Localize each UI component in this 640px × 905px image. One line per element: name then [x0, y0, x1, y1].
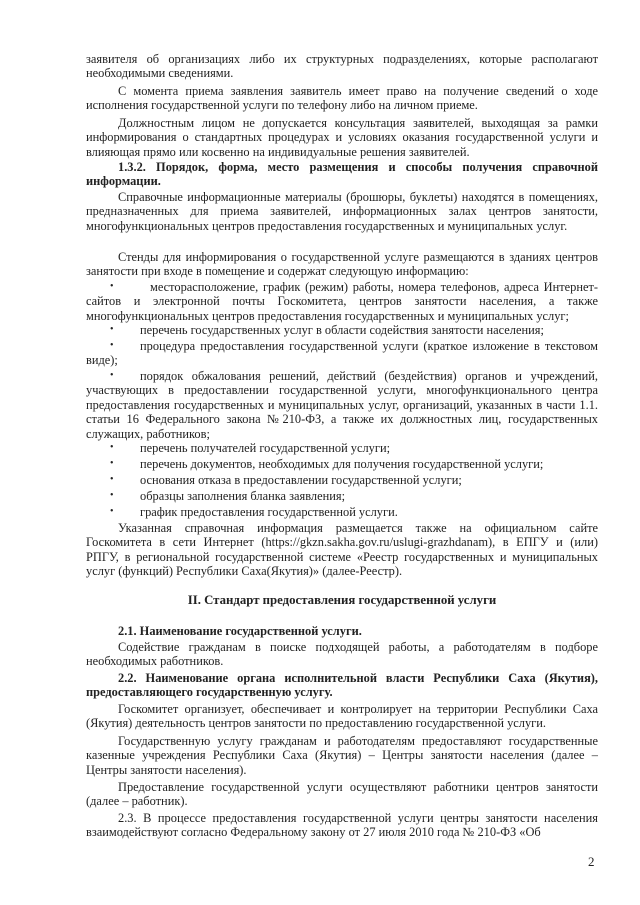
list-item [86, 323, 598, 337]
paragraph-service-name: Содействие гражданам в поиске подходящей работы, а работодателям в подборе необходимых работников. [86, 640, 598, 669]
list-item-text: основания отказа в предоставлении государственной услуги; [140, 473, 462, 487]
list-item [86, 457, 598, 471]
list-item-text: перечень документов, необходимых для получения государственной услуги; [140, 457, 544, 471]
paragraph-status-right: С момента приема заявления заявитель имеет право на получение сведений о ходе исполнения государственной услуги по телефону либо на личном приеме. [86, 84, 598, 113]
subsection-heading-2-2: 2.2. Наименование органа исполнительной власти Республики Саха (Якутия), предоставляющего государственную услугу. [86, 671, 598, 700]
section-heading-ii: II. Стандарт предоставления государственной услуги [187, 593, 497, 607]
bullet-icon: • [110, 340, 114, 351]
list-item [86, 505, 598, 519]
list-item-text: перечень получателей государственной услуги; [140, 441, 391, 455]
paragraph-employment-centers: Государственную услугу гражданам и работодателям предоставляют государственные казенные учреждения Республики Саха (Якутия) – Центры занятости населения (далее – Центры занятости населения). [86, 734, 598, 777]
subsection-heading-1-3-2: 1.3.2. Порядок, форма, место размещения и способы получения справочной информации. [86, 160, 598, 189]
paragraph-workers: Предоставление государственной услуги осуществляют работники центров занятости (далее – работник). [86, 780, 598, 809]
bullet-icon: • [110, 442, 114, 453]
list-item [86, 339, 598, 368]
list-item-text: процедура предоставления государственной услуги (краткое изложение в текстовом виде); [86, 339, 598, 368]
paragraph-info-stands: Стенды для информирования о государственной услуге размещаются в зданиях центров занятости при входе в помещение и содержат следующую информацию: [86, 250, 598, 279]
bullet-icon: • [110, 506, 114, 517]
list-item [86, 280, 598, 323]
bullet-icon: • [110, 458, 114, 469]
bullet-icon: • [110, 281, 114, 292]
bullet-icon: • [110, 324, 114, 335]
subsection-heading-2-1: 2.1. Наименование государственной услуги. [118, 624, 362, 638]
list-item-text: месторасположение, график (режим) работы, номера телефонов, адреса Интернет-сайтов и электронной почты Госкомитета, центров занятости населения, а также многофункциональных центров предоставления государственных и муниципальных услуг; [86, 280, 598, 323]
list-item-text: порядок обжалования решений, действий (бездействия) органов и учреждений, участвующих в предоставлении государственной услуги, многофункционального центра предоставления государственных и муниципальных услуг, организаций, указанных в части 1.1. статьи 16 Федерального закона №210-ФЗ, а также их должностных лиц, государственных служащих, работников; [86, 369, 598, 441]
list-item [86, 473, 598, 487]
bullet-icon: • [110, 474, 114, 485]
paragraph-consultation-limits: Должностным лицом не допускается консультация заявителей, выходящая за рамки информирования о стандартных процедурах и условиях оказания государственной услуги и влияющая прямо или косвенно на индивидуальные решения заявителей. [86, 116, 598, 159]
list-item [86, 489, 598, 503]
paragraph-site-info: Указанная справочная информация размещается также на официальном сайте Госкомитета в сети Интернет (https://gkzn.sakha.gov.ru/uslugi-grazhdanam), в ЕПГУ и (или) РПГУ, в региональной государственной системе «Реестр государственных и муниципальных услуг (функций) Республики Саха(Якутия)» (далее-Реестр). [86, 521, 598, 579]
list-item-text: перечень государственных услуг в области содействия занятости населения; [140, 323, 544, 337]
bullet-icon: • [110, 490, 114, 501]
paragraph-applicant-info: заявителя об организациях либо их структурных подразделениях, которые располагают необходимыми сведениями. [86, 52, 598, 81]
page-number: 2 [588, 854, 595, 869]
paragraph-2-3: 2.3. В процессе предоставления государственной услуги центры занятости населения взаимодействуют согласно Федеральному закону от 27 июля 2010 года № 210-ФЗ «Об [86, 811, 598, 840]
list-item [86, 441, 598, 455]
list-item-text: образцы заполнения бланка заявления; [140, 489, 346, 503]
paragraph-goskomitet: Госкомитет организует, обеспечивает и контролирует на территории Республики Саха (Якутия) деятельность центров занятости по предоставлению государственной услуги. [86, 702, 598, 731]
bullet-icon: • [110, 370, 114, 381]
paragraph-info-materials: Справочные информационные материалы (брошюры, буклеты) находятся в помещениях, предназначенных для приема заявителей, информационных залах центров занятости, многофункциональных центров предоставления государственных и муниципальных услуг. [86, 190, 598, 233]
list-item [86, 369, 598, 441]
list-item-text: график предоставления государственной услуги. [140, 505, 398, 519]
